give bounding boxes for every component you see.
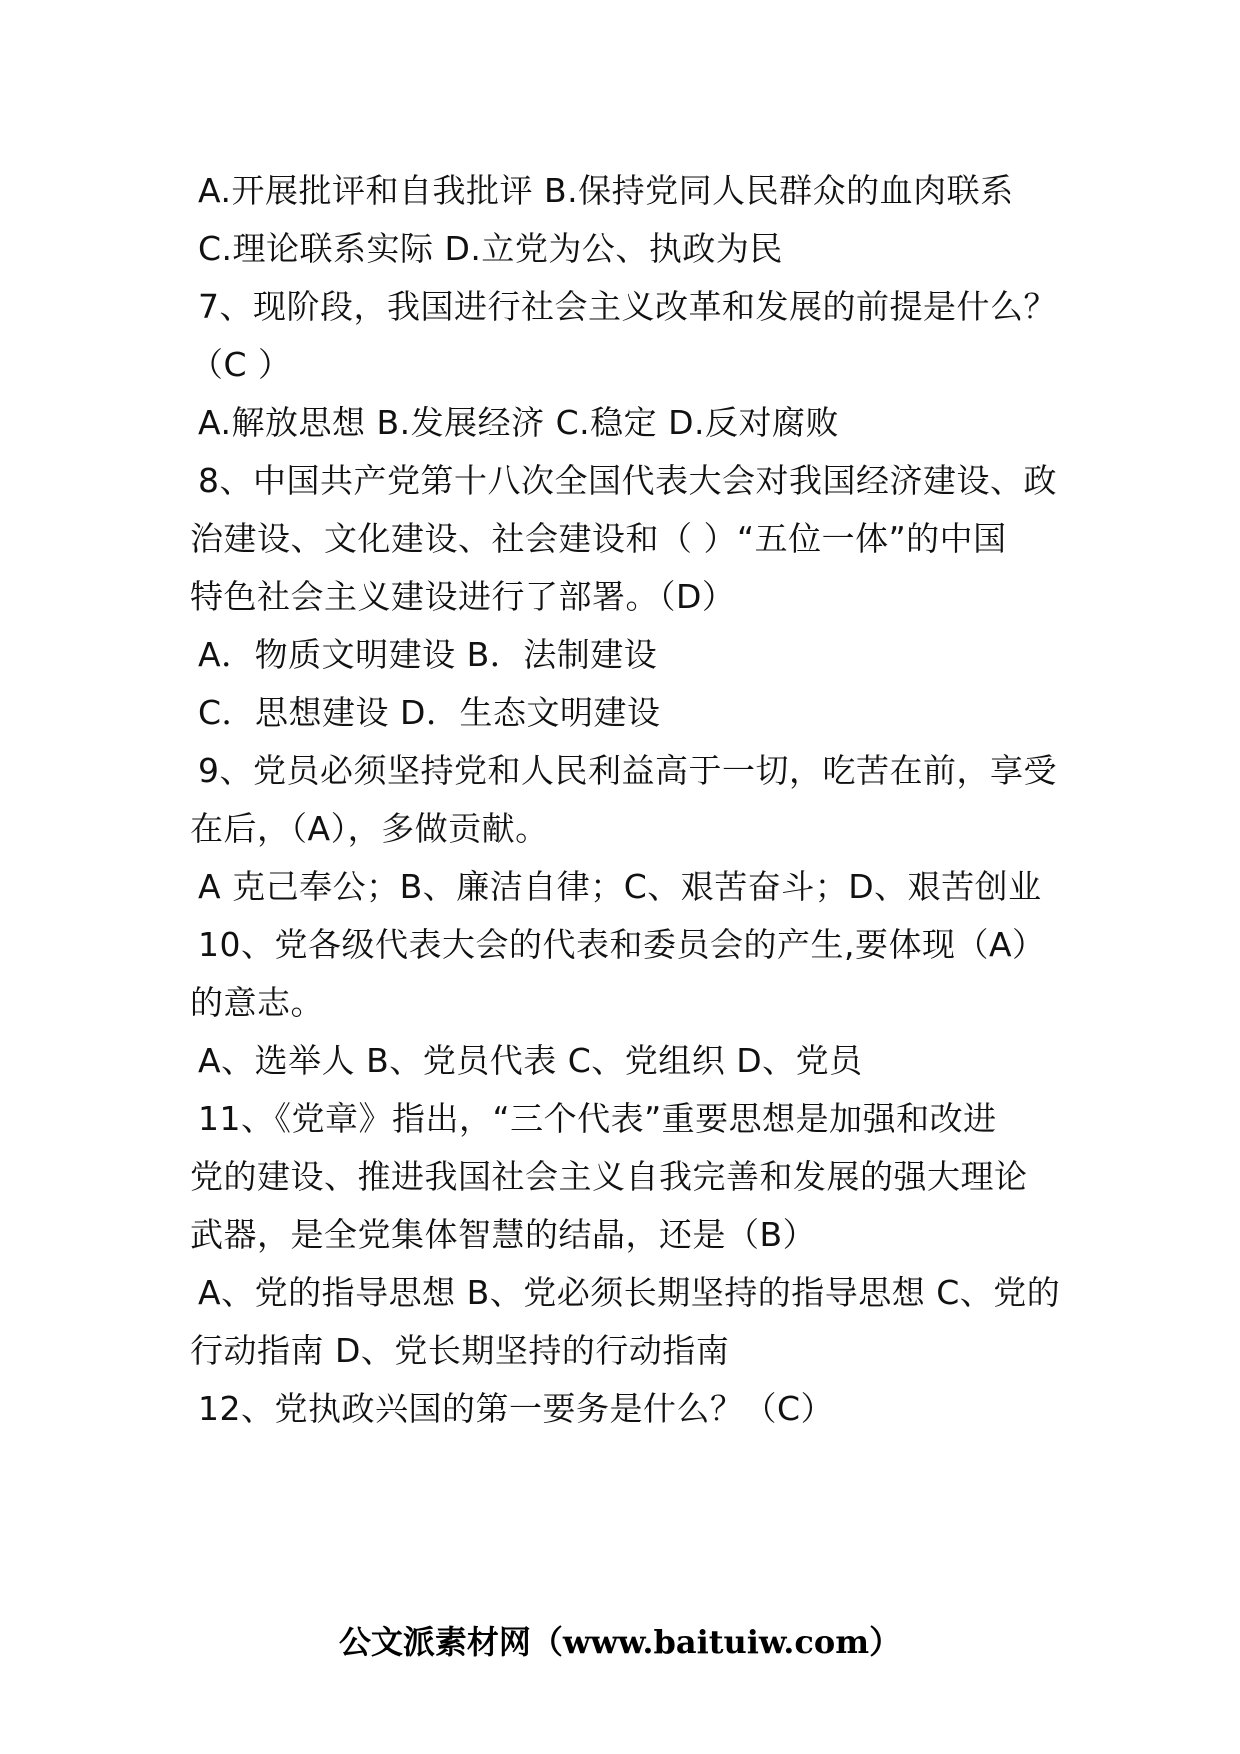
text-line: 11、《党章》指出，“三个代表”重要思想是加强和改进 <box>198 1099 997 1138</box>
text-line: 的意志。 <box>190 983 324 1022</box>
text-line: C．思想建设 D．生态文明建设 <box>198 693 661 732</box>
text-line: A、党的指导思想 B、党必须长期坚持的指导思想 C、党的 <box>198 1273 1061 1312</box>
text-line: 10、党各级代表大会的代表和委员会的产生,要体现（A） <box>198 925 1046 964</box>
text-line: 党的建设、推进我国社会主义自我完善和发展的强大理论 <box>190 1157 1028 1196</box>
text-line: A、选举人 B、党员代表 C、党组织 D、党员 <box>198 1041 863 1080</box>
text-line: （C ） <box>190 345 292 384</box>
text-line: 治建设、文化建设、社会建设和（ ）“五位一体”的中国 <box>190 519 1007 558</box>
page-footer: 公文派素材网（www.baituiw.com） <box>338 1623 902 1661</box>
text-line: 特色社会主义建设进行了部署。（D） <box>190 577 736 616</box>
text-line: A．物质文明建设 B．法制建设 <box>198 635 658 674</box>
text-line: 行动指南 D、党长期坚持的行动指南 <box>190 1331 730 1370</box>
text-line: 武器，是全党集体智慧的结晶，还是（B） <box>190 1215 817 1254</box>
text-line: A.解放思想 B.发展经济 C.稳定 D.反对腐败 <box>198 403 840 442</box>
text-line: 12、党执政兴国的第一要务是什么？（C） <box>198 1389 835 1428</box>
text-line: 9、党员必须坚持党和人民利益高于一切，吃苦在前，享受 <box>198 751 1057 790</box>
text-line: 7、现阶段，我国进行社会主义改革和发展的前提是什么？ <box>198 287 1057 326</box>
text-line: A 克己奉公；B、廉洁自律；C、艰苦奋斗；D、艰苦创业 <box>198 867 1042 906</box>
text-line: 8、中国共产党第十八次全国代表大会对我国经济建设、政 <box>198 461 1057 500</box>
text-line: 在后，（A），多做贡献。 <box>190 809 549 848</box>
text-line: A.开展批评和自我批评 B.保持党同人民群众的血肉联系 <box>198 171 1014 210</box>
text-line: C.理论联系实际 D.立党为公、执政为民 <box>198 229 783 268</box>
